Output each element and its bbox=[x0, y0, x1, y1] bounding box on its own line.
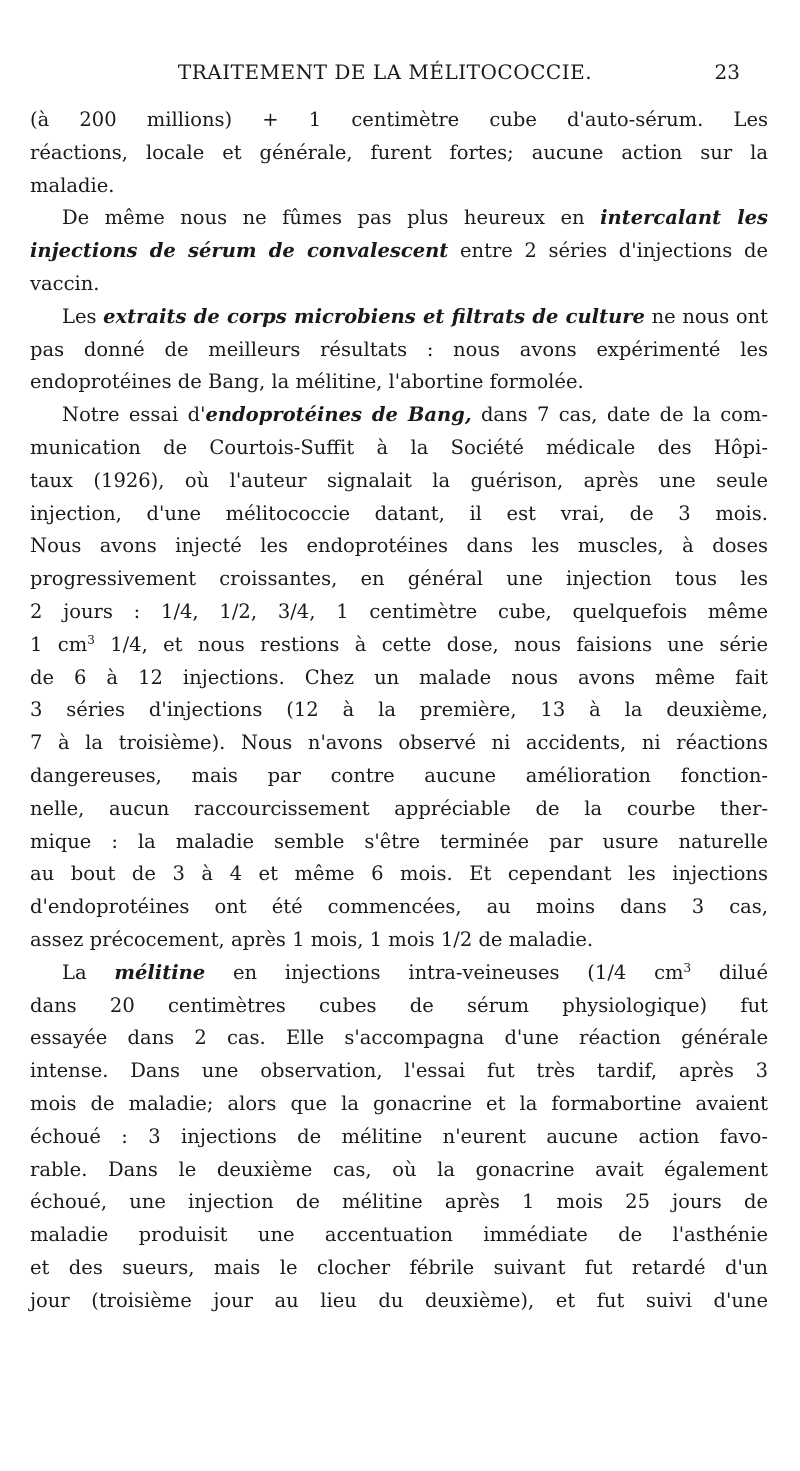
text-line bbox=[30, 826, 768, 859]
text-line bbox=[30, 366, 768, 399]
text-segment: entre 2 séries d'injections de bbox=[448, 239, 768, 263]
text-segment: rable. Dans le deuxième cas, où la gonacrine avait également bbox=[30, 1157, 768, 1181]
text-line bbox=[30, 924, 768, 957]
text-segment: au bout de 3 à 4 et même 6 mois. Et cependant les injections bbox=[30, 862, 768, 886]
italic-segment: extraits de corps microbiens et filtrats de culture bbox=[103, 304, 645, 328]
text-segment: pas donné de meilleurs résultats : nous avons expérimenté les bbox=[30, 337, 768, 361]
text-segment: taux (1926), où l'auteur signalait la guérison, après une seule bbox=[30, 468, 768, 492]
text-line bbox=[30, 1252, 768, 1285]
text-segment: essayée dans 2 cas. Elle s'accompagna d'une réaction générale bbox=[30, 1026, 768, 1050]
text-segment: 1/4, et nous restions à cette dose, nous faisions une série bbox=[94, 632, 768, 656]
text-segment: vaccin. bbox=[30, 271, 100, 295]
text-line bbox=[30, 498, 768, 531]
text-line bbox=[30, 727, 768, 760]
superscript: 3 bbox=[683, 960, 692, 975]
text-line bbox=[30, 957, 768, 990]
text-line bbox=[30, 1022, 768, 1055]
text-segment: De même nous ne fûmes pas plus heureux en bbox=[62, 206, 601, 230]
text-line bbox=[30, 399, 768, 432]
text-line bbox=[30, 563, 768, 596]
text-line bbox=[30, 694, 768, 727]
text-segment: 3 séries d'injections (12 à la première, 13 à la deuxième, bbox=[30, 698, 768, 722]
text-segment: Les bbox=[62, 304, 104, 328]
text-segment: échoué : 3 injections de mélitine n'eurent aucune action favo- bbox=[30, 1124, 768, 1148]
text-line bbox=[30, 629, 768, 662]
text-segment: d'endoprotéines ont été commencées, au moins dans 3 cas, bbox=[30, 895, 768, 919]
text-line bbox=[30, 858, 768, 891]
text-line bbox=[30, 104, 768, 137]
text-line bbox=[30, 268, 768, 301]
text-segment: et des sueurs, mais le clocher fébrile suivant fut retardé d'un bbox=[30, 1255, 768, 1279]
body-text bbox=[30, 104, 768, 1317]
italic-segment: intercalant les bbox=[600, 206, 769, 230]
text-segment: mois de maladie; alors que la gonacrine et la formabortine avaient bbox=[30, 1091, 768, 1115]
text-line bbox=[30, 1154, 768, 1187]
text-segment: intense. Dans une observation, l'essai fut très tardif, après 3 bbox=[30, 1059, 768, 1083]
text-line bbox=[30, 793, 768, 826]
text-segment: jour (troisième jour au lieu du deuxième), et fut suivi d'une bbox=[30, 1288, 768, 1312]
italic-segment: injections de sérum de convalescent bbox=[30, 239, 449, 263]
text-segment: Nous avons injecté les endoprotéines dans les muscles, à doses bbox=[30, 534, 768, 558]
text-segment: dangereuses, mais par contre aucune amélioration fonction- bbox=[30, 763, 768, 787]
text-segment: 7 à la troisième). Nous n'avons observé ni accidents, ni réactions bbox=[30, 731, 768, 755]
text-segment: progressivement croissantes, en général une injection tous les bbox=[30, 567, 768, 591]
text-line bbox=[30, 1285, 768, 1318]
text-line bbox=[30, 1186, 768, 1219]
page-header bbox=[30, 54, 740, 88]
text-segment: 2 jours : 1/4, 1/2, 3/4, 1 centimètre cube, quelquefois même bbox=[30, 599, 768, 623]
text-segment: dans 20 centimètres cubes de sérum physiologique) fut bbox=[30, 993, 768, 1017]
text-segment: réactions, locale et générale, furent fortes; aucune action sur la bbox=[30, 140, 768, 164]
text-line bbox=[30, 1088, 768, 1121]
text-line bbox=[30, 596, 768, 629]
text-segment: dilué bbox=[691, 960, 768, 984]
text-line bbox=[30, 1219, 768, 1252]
text-line bbox=[30, 137, 768, 170]
text-segment: endoprotéines de Bang, la mélitine, l'abortine formolée. bbox=[30, 370, 584, 394]
text-segment: maladie. bbox=[30, 173, 115, 197]
text-segment: dans 7 cas, date de la com- bbox=[471, 403, 768, 427]
text-segment: munication de Courtois-Suffit à la Société médicale des Hôpi- bbox=[30, 435, 768, 459]
text-segment: 1 cm bbox=[30, 632, 88, 656]
text-segment: nelle, aucun raccourcissement appréciable de la courbe ther- bbox=[30, 796, 768, 820]
text-line bbox=[30, 301, 768, 334]
text-line bbox=[30, 465, 768, 498]
text-line bbox=[30, 891, 768, 924]
text-line bbox=[30, 1121, 768, 1154]
superscript: 3 bbox=[87, 632, 95, 647]
text-segment: échoué, une injection de mélitine après 1 mois 25 jours de bbox=[30, 1190, 768, 1214]
text-segment: ne nous ont bbox=[644, 304, 768, 328]
text-line bbox=[30, 990, 768, 1023]
text-line bbox=[30, 760, 768, 793]
text-line bbox=[30, 334, 768, 367]
text-segment: mique : la maladie semble s'être terminée par usure naturelle bbox=[30, 829, 768, 853]
text-line bbox=[30, 530, 768, 563]
text-line bbox=[30, 170, 768, 203]
text-segment: de 6 à 12 injections. Chez un malade nous avons même fait bbox=[30, 665, 768, 689]
text-line bbox=[30, 432, 768, 465]
text-segment: assez précocement, après 1 mois, 1 mois 1/2 de maladie. bbox=[30, 927, 594, 951]
italic-segment: mélitine bbox=[114, 960, 206, 984]
italic-segment: endoprotéines de Bang, bbox=[205, 403, 472, 427]
text-segment: maladie produisit une accentuation immédiate de l'asthénie bbox=[30, 1223, 768, 1247]
running-title: TRAITEMENT DE LA MÉLITOCOCCIE. bbox=[177, 60, 593, 84]
text-segment: Notre essai d' bbox=[62, 403, 206, 427]
text-line bbox=[30, 1055, 768, 1088]
text-line bbox=[30, 202, 768, 235]
text-line bbox=[30, 662, 768, 695]
page-number: 23 bbox=[714, 60, 740, 84]
text-segment: La bbox=[62, 960, 115, 984]
text-segment: (à 200 millions) + 1 centimètre cube d'auto-sérum. Les bbox=[30, 108, 768, 131]
text-segment: en injections intra-veineuses (1/4 cm bbox=[205, 960, 684, 984]
text-segment: injection, d'une mélitococcie datant, il est vrai, de 3 mois. bbox=[30, 501, 768, 525]
text-line bbox=[30, 235, 768, 268]
